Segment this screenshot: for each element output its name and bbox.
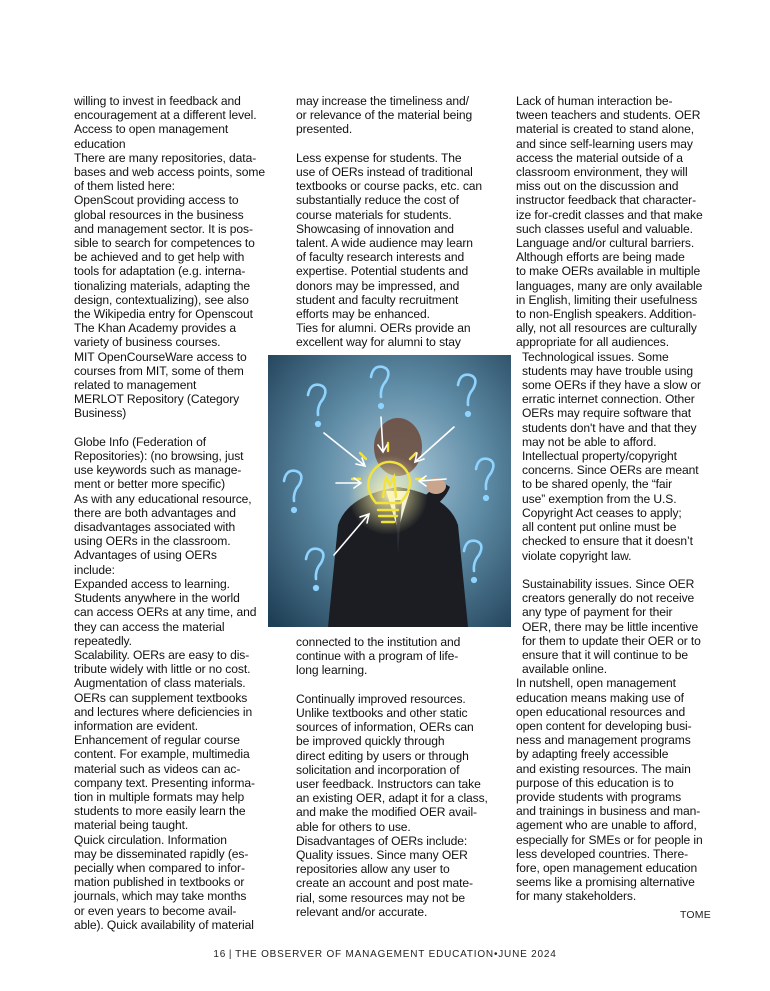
text-line: expertise. Potential students and xyxy=(296,264,469,279)
text-line: journals, which may take months xyxy=(74,889,247,904)
text-line: content. For example, multimedia xyxy=(74,747,250,762)
text-line: for them to update their OER or to xyxy=(522,633,701,648)
text-line: create an account and post mate- xyxy=(296,876,473,891)
text-line: pecially when compared to infor- xyxy=(74,860,245,875)
text-line: Language and/or cultural barriers. xyxy=(516,236,695,251)
text-line: Unlike textbooks and other static xyxy=(296,706,468,720)
text-line: related to management xyxy=(74,378,197,393)
text-line: Sustainability issues. Since OER xyxy=(522,576,695,591)
text-line: languages, many are only available xyxy=(516,278,703,293)
text-line: of faculty research interests and xyxy=(296,250,465,265)
text-line: classroom environment, they will xyxy=(516,165,688,180)
text-line: provide students with programs xyxy=(516,789,682,804)
text-line: concerns. Since OERs are meant xyxy=(522,463,699,478)
text-line: able for others to use. xyxy=(296,819,411,834)
text-line: Enhancement of regular course xyxy=(74,733,240,748)
text-line: Ties for alumni. OERs provide an xyxy=(296,321,471,336)
text-line: design, contextualizing), see also xyxy=(74,292,249,307)
text-line: willing to invest in feedback and xyxy=(74,94,241,108)
text-line: students may have trouble using xyxy=(522,363,694,378)
text-line: Students anywhere in the world xyxy=(74,591,240,606)
text-line: OERs may require software that xyxy=(522,406,692,421)
text-line: continue with a program of life- xyxy=(296,649,459,664)
text-line: sible to search for competences to xyxy=(74,236,255,251)
text-line: be improved quickly through xyxy=(296,734,445,749)
text-line: donors may be impressed, and xyxy=(296,278,460,293)
text-line xyxy=(296,137,496,151)
text-line xyxy=(296,678,496,692)
text-line: variety of business courses. xyxy=(74,335,221,350)
text-line: Intellectual property/copyright xyxy=(522,449,677,464)
text-line: Quality issues. Since many OER xyxy=(296,848,468,863)
text-line: and lectures where deficiencies in xyxy=(74,704,253,719)
text-line: presented. xyxy=(296,122,353,137)
text-line: an existing OER, adapt it for a class, xyxy=(296,791,488,806)
text-column-2-top xyxy=(296,94,496,350)
text-line: tionalizing materials, adapting the xyxy=(74,278,250,293)
text-line: may be disseminated rapidly (es- xyxy=(74,846,249,861)
text-line: education xyxy=(74,136,126,151)
text-line: appropriate for all audiences. xyxy=(516,335,669,350)
text-line: to non-English speakers. Addition- xyxy=(516,307,697,322)
text-column-1 xyxy=(74,94,274,932)
text-line: bases and web access points, some xyxy=(74,165,265,180)
text-line: instructor feedback that character- xyxy=(516,193,697,208)
text-line: efforts may be enhanced. xyxy=(296,307,430,322)
text-line: Scalability. OERs are easy to dis- xyxy=(74,647,250,662)
text-line: OER, there may be little incentive xyxy=(522,619,699,634)
text-line: students don't have and that they xyxy=(522,420,697,435)
text-line: and since self-learning users may xyxy=(516,136,693,151)
text-line: students to more easily learn the xyxy=(74,804,246,819)
text-line: for many stakeholders. xyxy=(516,889,637,904)
text-line: the Wikipedia entry for Openscout xyxy=(74,307,253,322)
text-line xyxy=(74,421,274,435)
text-line: connected to the institution and xyxy=(296,635,461,649)
text-line: of them listed here: xyxy=(74,179,175,194)
text-line: tween teachers and students. OER xyxy=(516,108,701,123)
text-line: to be shared openly, the “fair xyxy=(522,477,673,492)
text-line: talent. A wide audience may learn xyxy=(296,236,473,251)
text-line: information are evident. xyxy=(74,718,198,733)
text-line: all content put online must be xyxy=(522,520,677,535)
text-line: may not be able to afford. xyxy=(522,434,657,449)
text-line: repeatedly. xyxy=(74,633,132,648)
text-line: and management sector. It is pos- xyxy=(74,221,253,236)
text-line: direct editing by users or through xyxy=(296,748,469,763)
text-line: Continually improved resources. xyxy=(296,691,466,706)
text-line: miss out on the discussion and xyxy=(516,179,679,194)
text-line: especially for SMEs or for people in xyxy=(516,832,703,847)
text-line: and existing resources. The main xyxy=(516,761,691,776)
text-line: using OERs in the classroom. xyxy=(74,534,231,549)
text-line: tribute widely with little or no cost. xyxy=(74,662,251,677)
text-line: checked to ensure that it doesn’t xyxy=(522,534,693,549)
text-line: rial, some resources may not be xyxy=(296,890,465,905)
page-footer: 16 | THE OBSERVER OF MANAGEMENT EDUCATION•JUNE 2024 xyxy=(213,949,557,960)
text-line: MIT OpenCourseWare access to xyxy=(74,349,247,364)
text-line: agement who are unable to afford, xyxy=(516,818,697,833)
text-line: material such as videos can ac- xyxy=(74,761,241,776)
text-line: erratic internet connection. Other xyxy=(522,392,695,407)
text-line: open content for developing busi- xyxy=(516,718,692,733)
text-line: they can access the material xyxy=(74,619,225,634)
text-column-2-bottom xyxy=(296,635,496,919)
text-line: textbooks or course packs, etc. can xyxy=(296,179,483,194)
text-line: there are both advantages and xyxy=(74,505,236,520)
text-line: Expanded access to learning. xyxy=(74,576,230,591)
text-line: such classes useful and valuable. xyxy=(516,221,693,236)
author-signature: TOME xyxy=(680,909,711,921)
text-line: Copyright Act ceases to apply; xyxy=(522,505,682,520)
text-line: Showcasing of innovation and xyxy=(296,221,454,236)
text-line: repositories allow any user to xyxy=(296,862,450,877)
text-line: As with any educational resource, xyxy=(74,491,252,506)
text-line: tools for adaptation (e.g. interna- xyxy=(74,264,246,279)
text-line: solicitation and incorporation of xyxy=(296,762,460,777)
text-line: global resources in the business xyxy=(74,207,244,222)
text-line: less developed countries. There- xyxy=(516,846,689,861)
text-line: may increase the timeliness and/ xyxy=(296,94,469,108)
text-line: encouragement at a different level. xyxy=(74,108,257,123)
text-line: sources of information, OERs can xyxy=(296,720,474,735)
text-line: material is created to stand alone, xyxy=(516,122,695,137)
text-line: tion in multiple formats may help xyxy=(74,789,245,804)
text-line: by adapting freely accessible xyxy=(516,747,669,762)
text-line: use” exemption from the U.S. xyxy=(522,491,677,506)
text-line: courses from MIT, some of them xyxy=(74,363,244,378)
text-line: access the material outside of a xyxy=(516,150,683,165)
text-line: ize for-credit classes and that make xyxy=(516,207,703,222)
text-line: violate copyright law. xyxy=(522,548,632,563)
text-line: education means making use of xyxy=(516,690,684,705)
text-line: excellent way for alumni to stay xyxy=(296,335,461,350)
text-line: use of OERs instead of traditional xyxy=(296,165,473,179)
text-line: can access OERs at any time, and xyxy=(74,605,257,620)
text-line: Although efforts are being made xyxy=(516,250,685,265)
text-line: Access to open management xyxy=(74,122,229,137)
text-line: available online. xyxy=(522,662,608,677)
text-line: fore, open management education xyxy=(516,860,698,875)
text-line: seems like a promising alternative xyxy=(516,875,695,890)
text-line: creators generally do not receive xyxy=(522,591,695,606)
text-line: be achieved and to get help with xyxy=(74,250,245,265)
text-line: or relevance of the material being xyxy=(296,108,473,123)
text-line: any type of payment for their xyxy=(522,605,673,620)
text-line: Globe Info (Federation of xyxy=(74,434,206,449)
text-line: long learning. xyxy=(296,663,368,678)
text-line: OERs can supplement textbooks xyxy=(74,690,248,705)
text-line: disadvantages associated with xyxy=(74,520,236,535)
text-line: ment or better more specific) xyxy=(74,477,226,492)
text-line: to make OERs available in multiple xyxy=(516,264,701,279)
lightbulb-question-marks-photo xyxy=(268,355,511,627)
text-line: ally, not all resources are culturally xyxy=(516,321,697,336)
text-line: open educational resources and xyxy=(516,704,686,719)
text-line: or even years to become avail- xyxy=(74,903,237,918)
text-line: ness and management programs xyxy=(516,733,691,748)
text-line: Technological issues. Some xyxy=(522,349,669,364)
text-line xyxy=(516,563,721,577)
text-line: mation published in textbooks or xyxy=(74,875,245,890)
text-line: and trainings in business and man- xyxy=(516,804,701,819)
text-line: purpose of this education is to xyxy=(516,775,674,790)
text-line: user feedback. Instructors can take xyxy=(296,777,481,792)
text-line: Quick circulation. Information xyxy=(74,832,227,847)
text-line: company text. Presenting informa- xyxy=(74,775,255,790)
text-line: Advantages of using OERs xyxy=(74,548,217,563)
text-line: some OERs if they have a slow or xyxy=(522,378,701,393)
text-line: ensure that it will continue to be xyxy=(522,647,689,662)
text-line: relevant and/or accurate. xyxy=(296,904,428,919)
text-line: Business) xyxy=(74,406,127,421)
text-line: use keywords such as manage- xyxy=(74,463,242,478)
text-line: Disadvantages of OERs include: xyxy=(296,833,468,848)
text-line: The Khan Academy provides a xyxy=(74,321,237,336)
text-line: and make the modified OER avail- xyxy=(296,805,477,820)
text-line: student and faculty recruitment xyxy=(296,292,459,307)
text-line: material being taught. xyxy=(74,818,189,833)
text-line: Augmentation of class materials. xyxy=(74,676,246,691)
text-line: include: xyxy=(74,562,115,577)
text-column-3 xyxy=(516,94,721,904)
text-line: course materials for students. xyxy=(296,207,452,222)
text-line: in English, limiting their usefulness xyxy=(516,292,698,307)
text-line: Repositories): (no browsing, just xyxy=(74,449,244,464)
text-line: MERLOT Repository (Category xyxy=(74,392,240,407)
text-line: Lack of human interaction be- xyxy=(516,94,673,108)
text-line: OpenScout providing access to xyxy=(74,193,239,208)
text-line: In nutshell, open management xyxy=(516,676,676,691)
text-line: There are many repositories, data- xyxy=(74,150,257,165)
text-line: substantially reduce the cost of xyxy=(296,193,459,208)
text-line: Less expense for students. The xyxy=(296,150,462,165)
text-line: able). Quick availability of material xyxy=(74,917,254,932)
